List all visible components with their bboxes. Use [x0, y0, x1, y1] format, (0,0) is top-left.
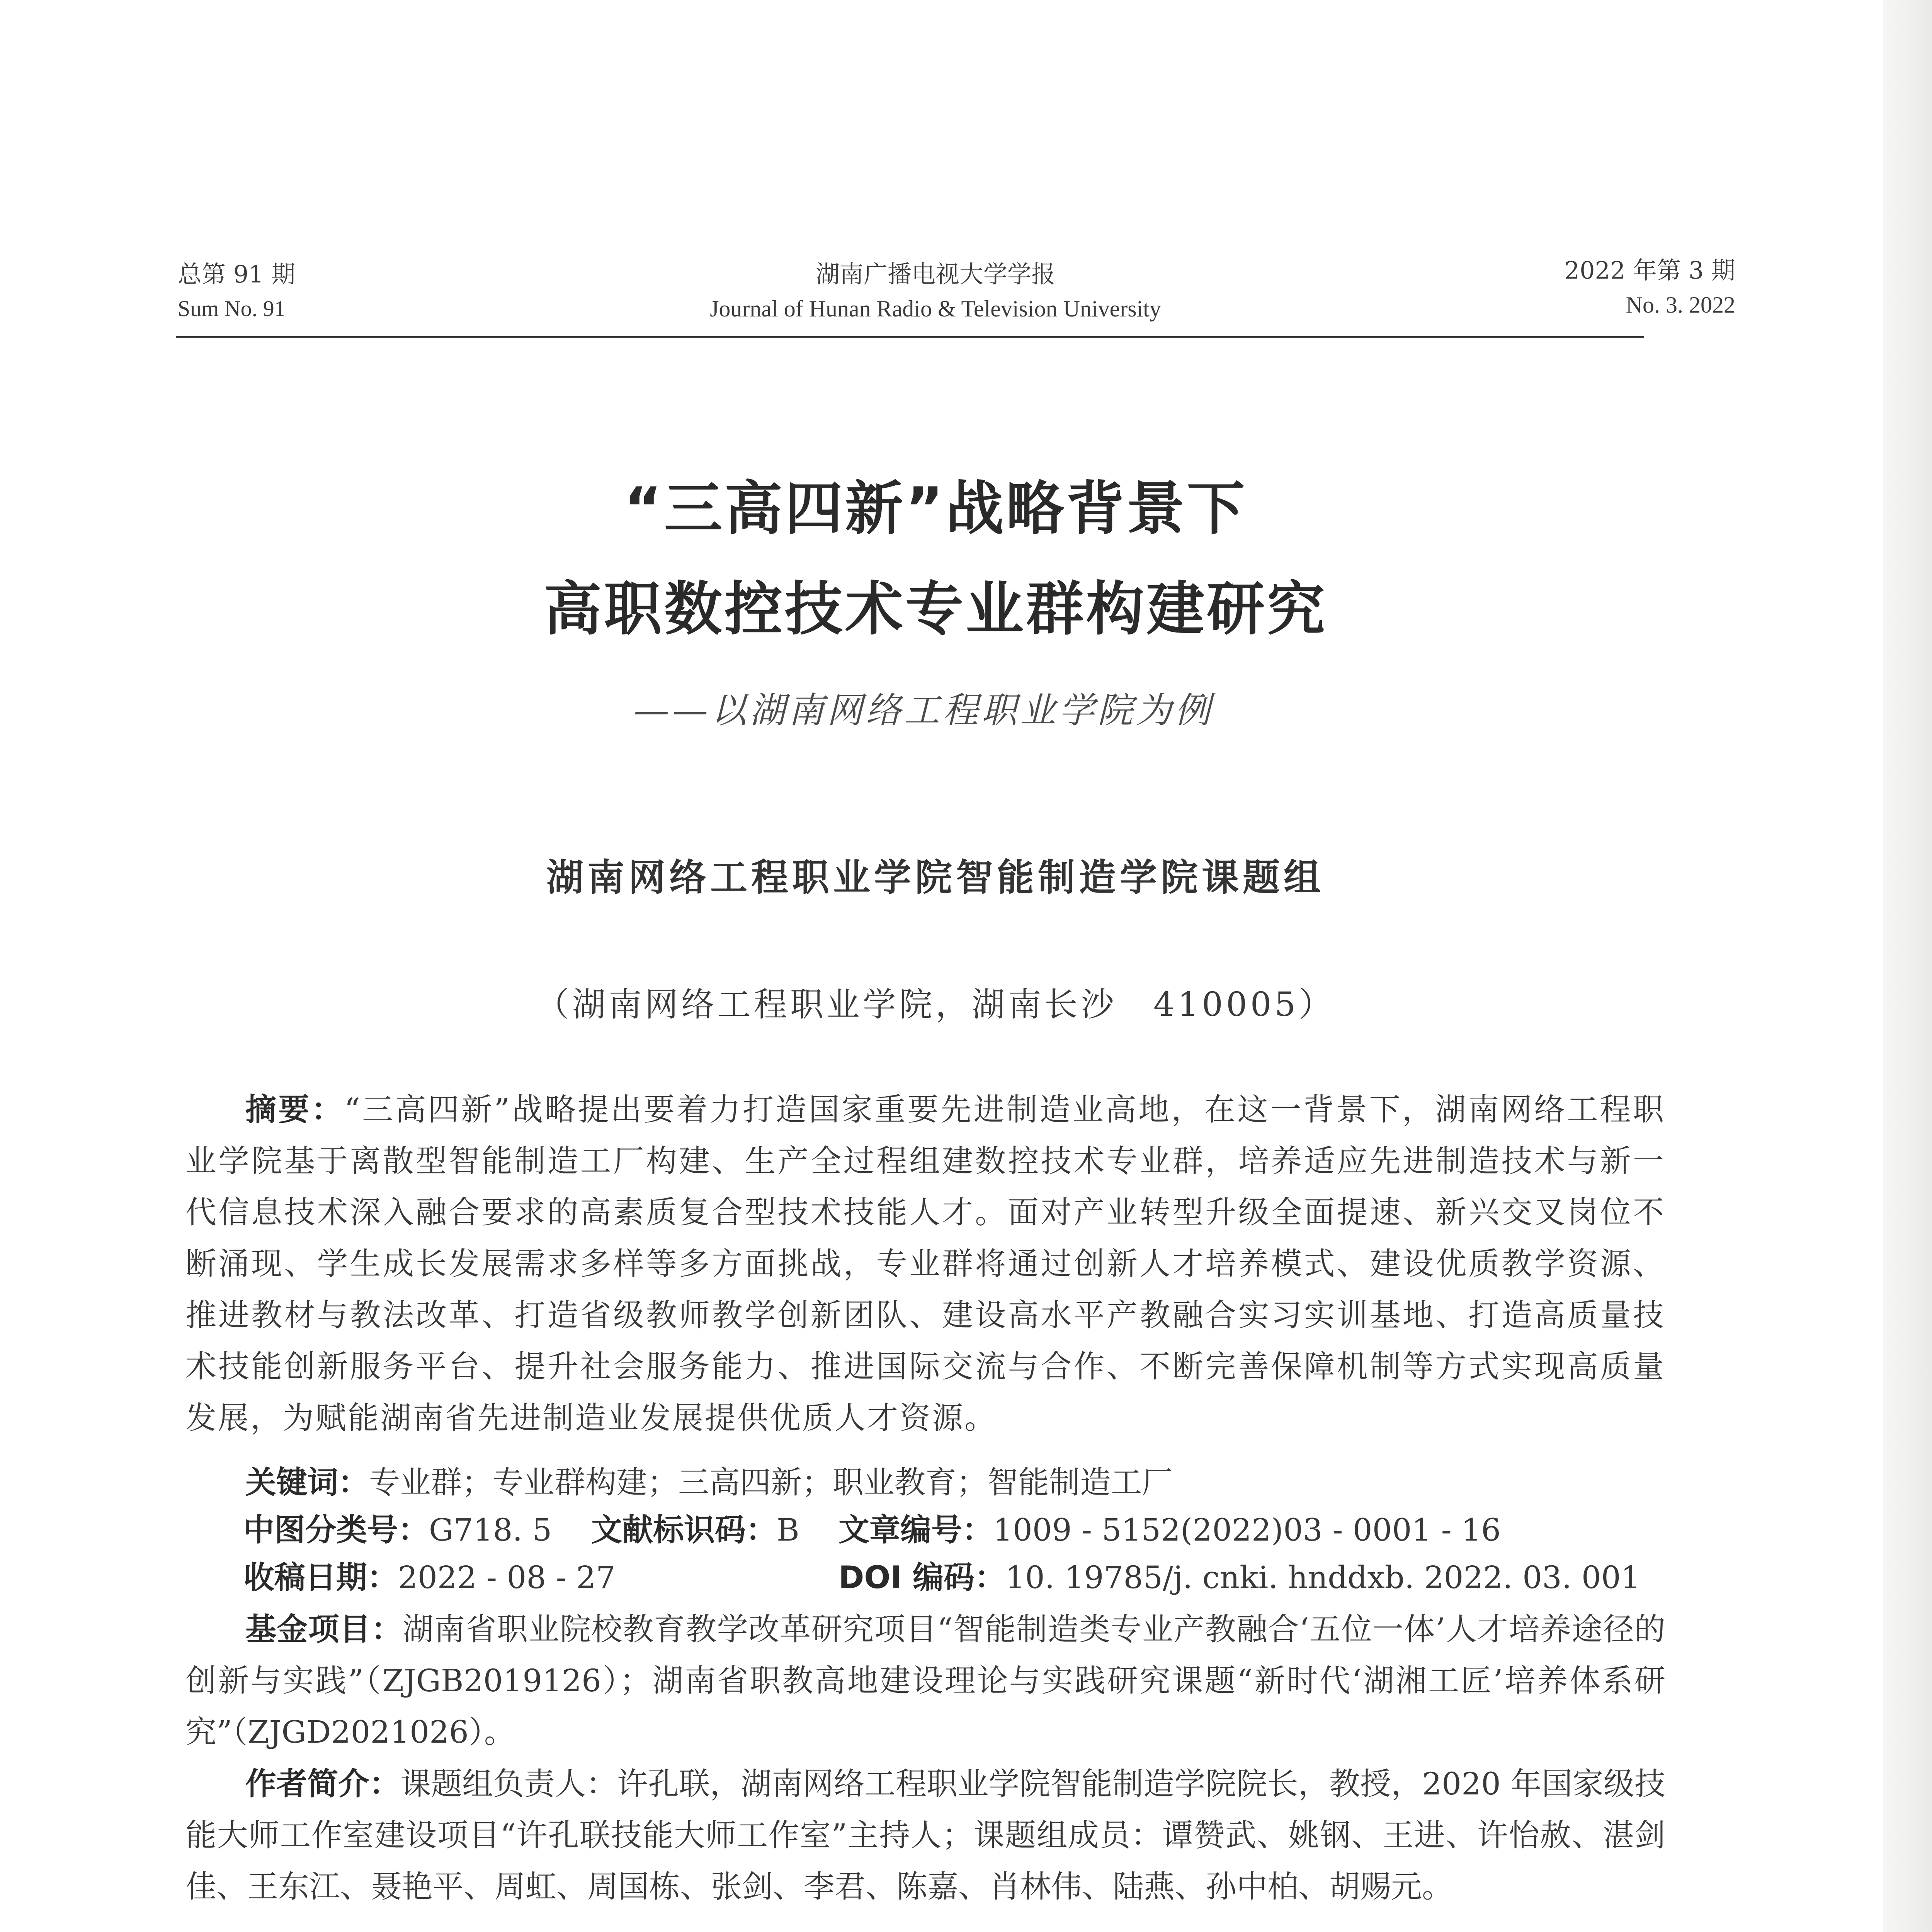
article-number-label: 文章编号： [838, 1512, 993, 1548]
article-title-line1: “三高四新”战略背景下 [624, 475, 1247, 543]
affiliation: （湖南网络工程职业学院，湖南长沙 410005） [536, 985, 1335, 1024]
clc-value: G718. 5 [429, 1512, 552, 1548]
keywords-text: 专业群；专业群构建；三高四新；职业教育；智能制造工厂 [369, 1464, 1173, 1500]
issue-total-number: 总第 91 期 [178, 260, 296, 288]
keywords [185, 1457, 1665, 1508]
doc-code-value: B [777, 1512, 799, 1548]
document-code [591, 1505, 799, 1549]
issue-year-number-en: No. 3. 2022 [1626, 292, 1735, 318]
article-number-value: 1009 - 5152(2022)03 - 0001 - 16 [993, 1512, 1501, 1548]
doi [838, 1553, 1641, 1597]
issue-total-number-en: Sum No. 91 [178, 296, 286, 321]
fund-text: 湖南省职业院校教育教学改革研究项目“智能制造类专业产教融合‘五位一体’人才培养途径的创新与实践”（ZJGB2019126）；湖南省职教高地建设理论与实践研究课题“新时代‘湖湘工匠’培养体系研究”（ZJGD2021026）。 [185, 1611, 1665, 1750]
keywords-label: 关键词： [245, 1464, 369, 1500]
article-title-line2: 高职数控技术专业群构建研究 [543, 576, 1327, 643]
doc-code-label: 文献标识码： [591, 1512, 777, 1548]
journal-name: 湖南广播电视大学学报 [815, 260, 1055, 288]
page-edge-shadow [1883, 0, 1932, 1932]
clc-number [243, 1505, 552, 1549]
author-bio [185, 1758, 1665, 1912]
doi-label: DOI 编码： [838, 1560, 1006, 1595]
abstract [185, 1084, 1665, 1444]
author-bio-label: 作者简介： [245, 1766, 400, 1802]
author-group: 湖南网络工程职业学院智能制造学院课题组 [546, 855, 1325, 899]
received-label: 收稿日期： [243, 1560, 398, 1595]
received-date [243, 1553, 616, 1597]
clc-label: 中图分类号： [243, 1512, 429, 1548]
doi-value: 10. 19785/j. cnki. hnddxb. 2022. 03. 001 [1005, 1560, 1641, 1595]
issue-year-number: 2022 年第 3 期 [1564, 256, 1735, 284]
abstract-text: “三高四新”战略提出要着力打造国家重要先进制造业高地，在这一背景下，湖南网络工程职业学院基于离散型智能制造工厂构建、生产全过程组建数控技术专业群，培养适应先进制造技术与新一代信息技术深入融合要求的高素质复合型技术技能人才。面对产业转型升级全面提速、新兴交叉岗位不断涌现、学生成长发展需求多样等多方面挑战，专业群将通过创新人才培养模式、建设优质教学资源、推进教材与教法改革、打造省级教师教学创新团队、建设高水平产教融合实习实训基地、打造高质量技术技能创新服务平台、提升社会服务能力、推进国际交流与合作、不断完善保障机制等方式实现高质量发展，为赋能湖南省先进制造业发展提供优质人才资源。 [185, 1092, 1666, 1436]
article-number [838, 1505, 1501, 1549]
abstract-label: 摘要： [245, 1092, 344, 1128]
fund-label: 基金项目： [245, 1611, 403, 1647]
received-value: 2022 - 08 - 27 [398, 1560, 616, 1595]
article-subtitle: ——以湖南网络工程职业学院为例 [634, 690, 1214, 731]
fund-project [185, 1604, 1665, 1758]
header-rule [176, 336, 1644, 338]
author-bio-text: 课题组负责人：许孔联，湖南网络工程职业学院智能制造学院院长，教授，2020 年国家级技能大师工作室建设项目“许孔联技能大师工作室”主持人；课题组成员：谭赞武、姚钢、王进、许怡赦、湛剑佳、王东江、聂艳平、周虹、周国栋、张剑、李君、陈嘉、肖林伟、陆燕、孙中柏、胡赐元。 [185, 1766, 1665, 1905]
journal-name-en: Journal of Hunan Radio & Television University [710, 296, 1161, 321]
